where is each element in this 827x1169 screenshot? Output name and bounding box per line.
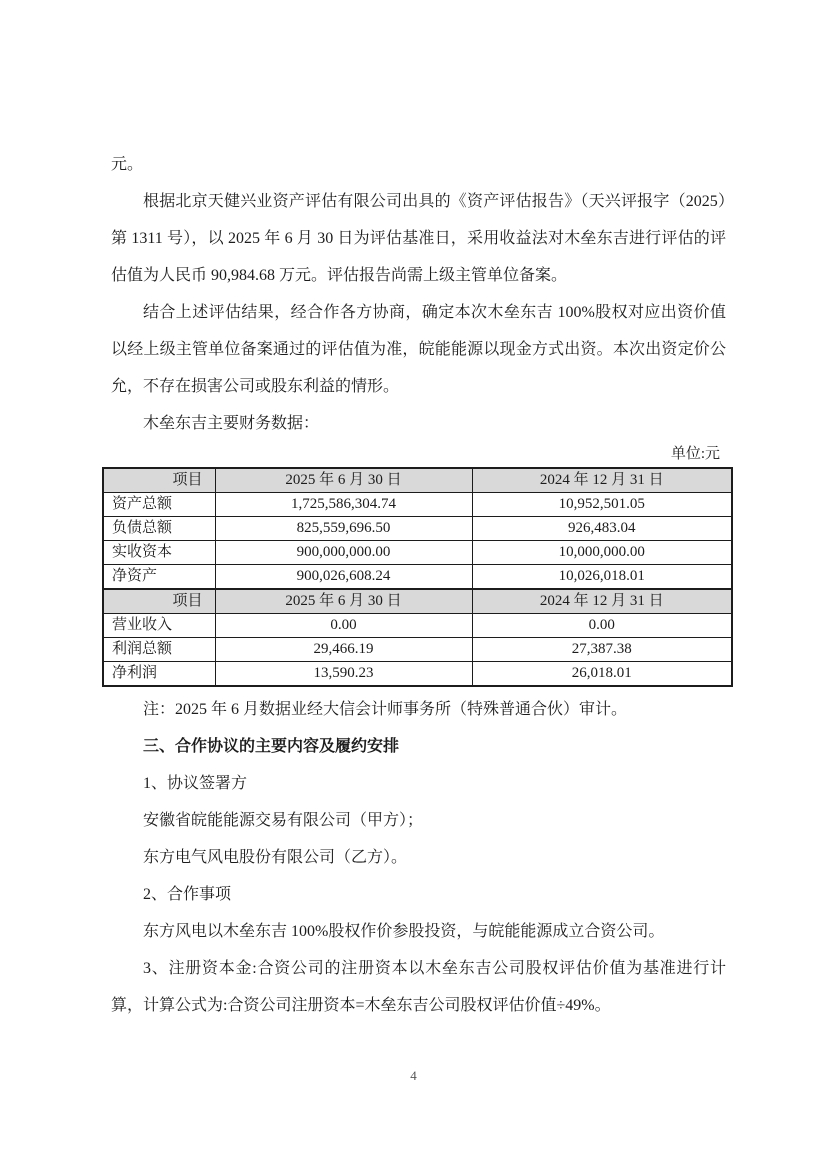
paragraph-yuan: 元。 [111, 156, 144, 173]
table-cell: 13,590.23 [215, 662, 472, 687]
table-cell: 900,026,608.24 [215, 565, 472, 590]
table-header-cell: 项目 [103, 589, 215, 614]
table-row [103, 493, 732, 517]
table-cell: 10,026,018.01 [472, 565, 732, 590]
table-cell: 负债总额 [103, 517, 215, 541]
table-cell: 825,559,696.50 [215, 517, 472, 541]
table-cell: 0.00 [472, 614, 732, 638]
table-cell: 10,952,501.05 [472, 493, 732, 517]
party-a-line: 安徽省皖能能源交易有限公司（甲方）； [143, 812, 424, 829]
table-header-cell: 2024 年 12 月 31 日 [472, 589, 732, 614]
table-unit-label: 单位:元 [670, 446, 720, 462]
item1-title: 1、协议签署方 [143, 775, 248, 792]
table-row [103, 662, 732, 687]
table-cell: 29,466.19 [215, 638, 472, 662]
table-header-cell: 项目 [103, 468, 215, 493]
table-cell: 26,018.01 [472, 662, 732, 687]
paragraph-result: 结合上述评估结果，经合作各方协商，确定本次木垒东吉 100%股权对应出资价值以经上级主管单位备案通过的评估值为准，皖能能源以现金方式出资。本次出资定价公允，不存在损害公司或股东利益的情形。 [111, 304, 726, 395]
table-row [103, 614, 732, 638]
table-header-row [103, 468, 732, 493]
table-cell: 27,387.38 [472, 638, 732, 662]
page-number: 4 [410, 1068, 417, 1083]
financial-data-table [102, 467, 733, 687]
table-cell: 0.00 [215, 614, 472, 638]
paragraph-assessment: 根据北京天健兴业资产评估有限公司出具的《资产评估报告》（天兴评报字（2025）第 1311 号），以 2025 年 6 月 30 日为评估基准日，采用收益法对木垒东吉进行评估的评估值为人民币 90,984.68 万元。评估报告尚需上级主管单位备案。 [111, 193, 726, 284]
table-row [103, 517, 732, 541]
table-cell: 10,000,000.00 [472, 541, 732, 565]
table-cell: 900,000,000.00 [215, 541, 472, 565]
table-header-cell: 2025 年 6 月 30 日 [215, 589, 472, 614]
table-cell: 资产总额 [103, 493, 215, 517]
item2-title: 2、合作事项 [143, 886, 232, 903]
table-row [103, 638, 732, 662]
table-cell: 1,725,586,304.74 [215, 493, 472, 517]
section-heading: 三、合作协议的主要内容及履约安排 [143, 738, 400, 755]
table-cell: 926,483.04 [472, 517, 732, 541]
party-b-line: 东方电气风电股份有限公司（乙方）。 [143, 849, 408, 866]
table-row [103, 565, 732, 590]
table-header-cell: 2024 年 12 月 31 日 [472, 468, 732, 493]
page-content [111, 146, 726, 1024]
paragraph-financial-data-title: 木垒东吉主要财务数据： [143, 415, 320, 432]
table-cell: 利润总额 [103, 638, 215, 662]
table-header-row [103, 589, 732, 614]
item2-body: 东方风电以木垒东吉 100%股权作价参股投资，与皖能能源成立合资公司。 [143, 923, 665, 940]
table-header-cell: 2025 年 6 月 30 日 [215, 468, 472, 493]
table-row [103, 541, 732, 565]
item3-body: 3、注册资本金:合资公司的注册资本以木垒东吉公司股权评估价值为基准进行计算，计算公式为:合资公司注册资本=木垒东吉公司股权评估价值÷49%。 [111, 960, 726, 1014]
table-cell: 实收资本 [103, 541, 215, 565]
table-note: 注：2025 年 6 月数据业经大信会计师事务所（特殊普通合伙）审计。 [143, 701, 628, 718]
table-cell: 净利润 [103, 662, 215, 687]
table-cell: 净资产 [103, 565, 215, 590]
table-cell: 营业收入 [103, 614, 215, 638]
